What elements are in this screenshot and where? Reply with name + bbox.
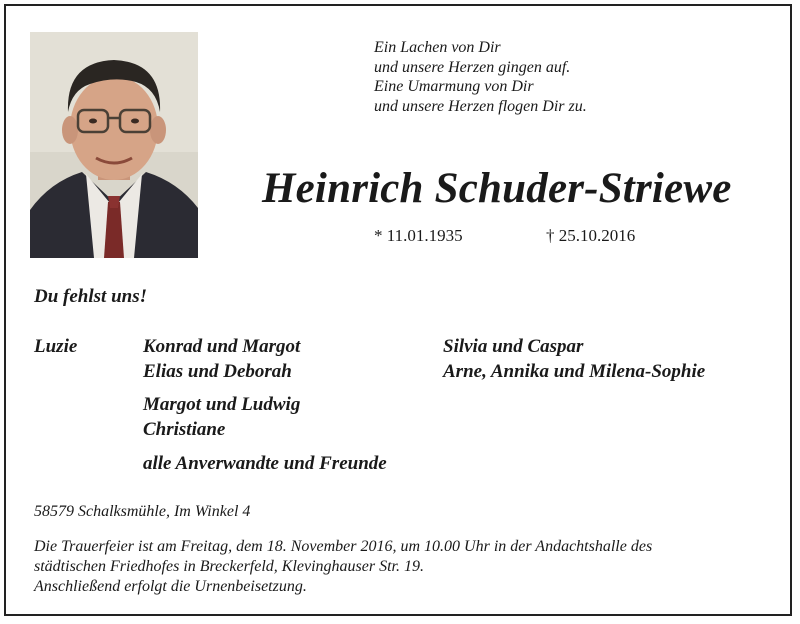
portrait-image <box>30 32 198 258</box>
poem-line: Eine Umarmung von Dir <box>374 78 534 95</box>
address: 58579 Schalksmühle, Im Winkel 4 <box>34 503 251 520</box>
poem-line: Ein Lachen von Dir <box>374 39 501 56</box>
mourner-name: Margot und Ludwig <box>143 394 301 415</box>
portrait-photo <box>30 32 198 258</box>
missed-line: Du fehlst uns! <box>34 286 147 307</box>
poem-line: und unsere Herzen flogen Dir zu. <box>374 97 587 115</box>
deceased-name: Heinrich Schuder-Striewe <box>262 165 732 212</box>
poem-line: und unsere Herzen gingen auf. <box>374 58 571 76</box>
poem <box>374 38 587 116</box>
mourner-name: Silvia und Caspar <box>443 336 584 357</box>
funeral-line: Die Trauerfeier ist am Freitag, dem 18. November 2016, um 10.00 Uhr in der Andachtshalle des <box>34 538 653 555</box>
mourner-name: alle Anverwandte und Freunde <box>143 453 387 474</box>
mourner-name: Arne, Annika und Milena-Sophie <box>443 361 706 382</box>
mourner-name: Luzie <box>34 336 78 357</box>
mourner-name: Christiane <box>143 419 226 440</box>
death-date: † 25.10.2016 <box>546 226 636 245</box>
mourner-name: Elias und Deborah <box>143 361 292 382</box>
mourner-name: Konrad und Margot <box>143 336 301 357</box>
funeral-line: städtischen Friedhofes in Breckerfeld, Klevinghauser Str. 19. <box>34 558 425 575</box>
funeral-line: Anschließend erfolgt die Urnenbeisetzung. <box>34 578 307 595</box>
birth-date: * 11.01.1935 <box>374 226 463 245</box>
